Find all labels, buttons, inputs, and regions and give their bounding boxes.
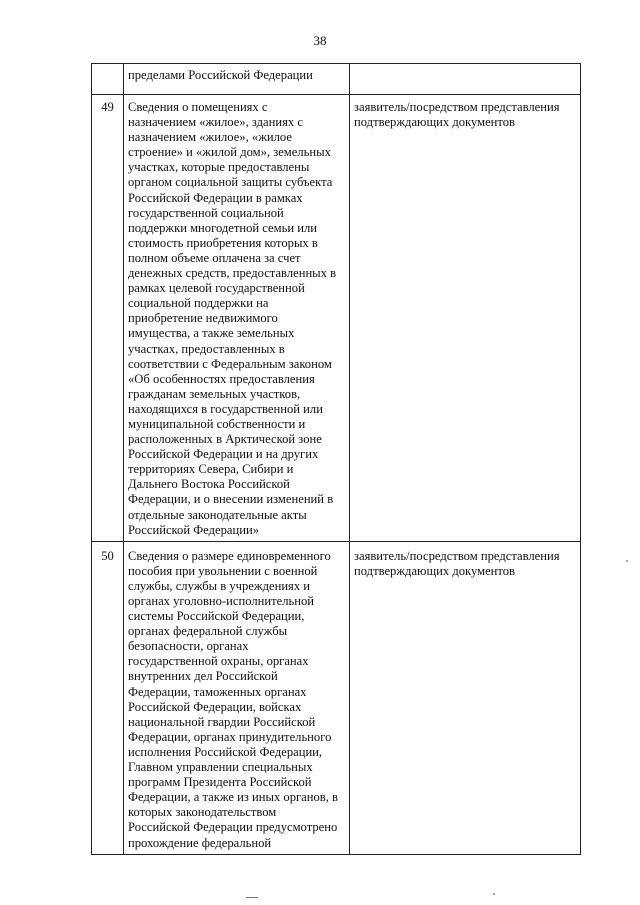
source-cell xyxy=(350,64,581,95)
table-row xyxy=(92,541,581,854)
info-cell: пределами Российской Федерации xyxy=(124,64,350,95)
table-row xyxy=(92,64,581,95)
info-cell: Сведения о помещениях с назначением «жилое», зданиях с назначением «жилое», «жилое строение» и «жилой дом», земельных участках, которые предоставлены органом социальной защиты субъекта Российской Федерации в рамках государственной социальной поддержки многодетной семьи или стоимость приобретения которых в полном объеме оплачена за счет денежных средств, предоставленных в рамках целевой государственной социальной поддержки на приобретение недвижимого имущества, а также земельных участках, предоставленных в соответствии с Федеральным законом «Об особенностях предоставления гражданам земельных участков, находящихся в государственной или муниципальной собственности и расположенных в Арктической зоне Российской Федерации и на других территориях Севера, Сибири и Дальнего Востока Российской Федерации, и о внесении изменений в отдельные законодательные акты Российской Федерации» xyxy=(124,95,350,542)
documents-table xyxy=(91,63,581,855)
source-cell: заявитель/посредством представления подтверждающих документов xyxy=(350,541,581,854)
page-number: 38 xyxy=(313,33,327,48)
scan-speck xyxy=(626,560,628,562)
table-row xyxy=(92,95,581,542)
row-number-cell: 50 xyxy=(92,541,124,854)
source-cell: заявитель/посредством представления подтверждающих документов xyxy=(350,95,581,542)
info-cell: Сведения о размере единовременного пособия при увольнении с военной службы, службы в учреждениях и органах уголовно-исполнительной системы Российской Федерации, органах федеральной службы безопасности, органах государственной охраны, органах внутренних дел Российской Федерации, таможенных органах Российской Федерации, войсках национальной гвардии Российской Федерации, органах принудительного исполнения Российской Федерации, Главном управлении специальных программ Президента Российской Федерации, а также из иных органов, в которых законодательством Российской Федерации предусмотрено прохождение федеральной xyxy=(124,541,350,854)
scan-speck xyxy=(493,893,495,895)
row-number-cell: 49 xyxy=(92,95,124,542)
row-number-cell xyxy=(92,64,124,95)
scan-artifact xyxy=(246,897,258,898)
